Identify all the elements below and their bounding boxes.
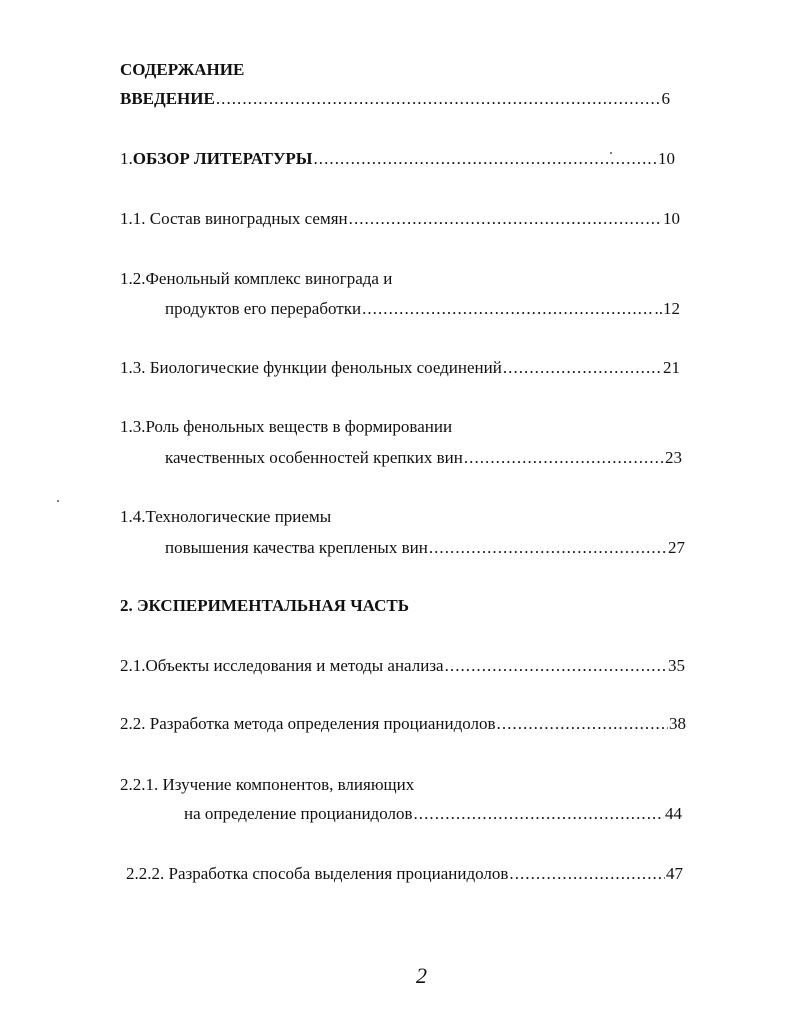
toc-page-number: 23 bbox=[665, 448, 682, 467]
toc-entry-title: 1.3. Биологические функции фенольных соединений bbox=[120, 358, 502, 377]
toc-entry-1-2-title: 1.2.Фенольный комплекс винограда и bbox=[120, 269, 393, 288]
toc-leader bbox=[314, 148, 658, 170]
toc-page-number: 44 bbox=[665, 804, 682, 823]
toc-entry-2-2-2 bbox=[126, 863, 683, 885]
toc-page-number: 27 bbox=[668, 538, 685, 557]
toc-entry-1-4-title: 1.4.Технологические приемы bbox=[120, 507, 332, 526]
toc-page-number: 21 bbox=[663, 358, 680, 377]
toc-entry-1-3-role-cont bbox=[165, 447, 682, 469]
toc-entry-title: ВВЕДЕНИЕ bbox=[120, 89, 215, 108]
toc-entry-number: 1. bbox=[120, 149, 133, 168]
toc-leader bbox=[497, 713, 668, 735]
toc-page-number: 10 bbox=[658, 149, 675, 168]
page-number: 2 bbox=[416, 963, 427, 988]
toc-leader bbox=[414, 803, 665, 825]
toc-leader bbox=[464, 447, 664, 469]
toc-entry-title: ОБЗОР ЛИТЕРАТУРЫ bbox=[132, 149, 313, 168]
toc-entry-title: повышения качества крепленых вин bbox=[165, 538, 428, 557]
toc-leader bbox=[349, 208, 662, 230]
toc-page-number: 10 bbox=[663, 209, 680, 228]
toc-entry-2-2 bbox=[120, 713, 686, 735]
toc-page-number: 38 bbox=[669, 714, 686, 733]
toc-entry-title: качественных особенностей крепких вин bbox=[165, 448, 463, 467]
toc-entry-2-1 bbox=[120, 655, 685, 677]
toc-entry-title: 2.2. Разработка метода определения процианидолов bbox=[120, 714, 496, 733]
toc-entry-title: на определение процианидолов bbox=[184, 804, 413, 823]
toc-page-number: 6 bbox=[661, 89, 670, 108]
toc-entry-title: 2.1.Объекты исследования и методы анализа bbox=[120, 656, 444, 675]
toc-entry-introduction bbox=[120, 88, 670, 110]
toc-entry-title: 1.1. Состав виноградных семян bbox=[120, 209, 348, 228]
toc-leader bbox=[429, 537, 667, 559]
toc-entry-title: 2.2.2. Разработка способа выделения процианидолов bbox=[126, 864, 509, 883]
scan-speck bbox=[57, 500, 59, 502]
scan-speck bbox=[610, 152, 612, 154]
toc-entry-2-2-1-title: 2.2.1. Изучение компонентов, влияющих bbox=[120, 775, 415, 794]
toc-entry-1-4-cont bbox=[165, 537, 685, 559]
toc-leader bbox=[445, 655, 667, 677]
toc-entry-1-3-role-title: 1.3.Роль фенольных веществ в формировании bbox=[120, 417, 453, 436]
toc-title: СОДЕРЖАНИЕ bbox=[120, 60, 245, 79]
toc-leader bbox=[509, 863, 665, 885]
toc-page-number: 47 bbox=[666, 864, 683, 883]
toc-entry-1-1 bbox=[120, 208, 680, 230]
toc-entry-1-2-cont bbox=[165, 298, 680, 320]
toc-leader bbox=[216, 88, 661, 110]
toc-entry-literature-review bbox=[120, 148, 675, 170]
toc-page-number: ..12 bbox=[654, 299, 680, 318]
toc-leader bbox=[362, 298, 653, 320]
toc-leader bbox=[503, 357, 662, 379]
toc-entry-1-3-bio bbox=[120, 357, 680, 379]
toc-entry-2-2-1-cont bbox=[184, 803, 682, 825]
toc-page-number: 35 bbox=[668, 656, 685, 675]
toc-entry-experimental: 2. ЭКСПЕРИМЕНТАЛЬНАЯ ЧАСТЬ bbox=[120, 596, 409, 615]
toc-entry-title: продуктов его переработки bbox=[165, 299, 362, 318]
